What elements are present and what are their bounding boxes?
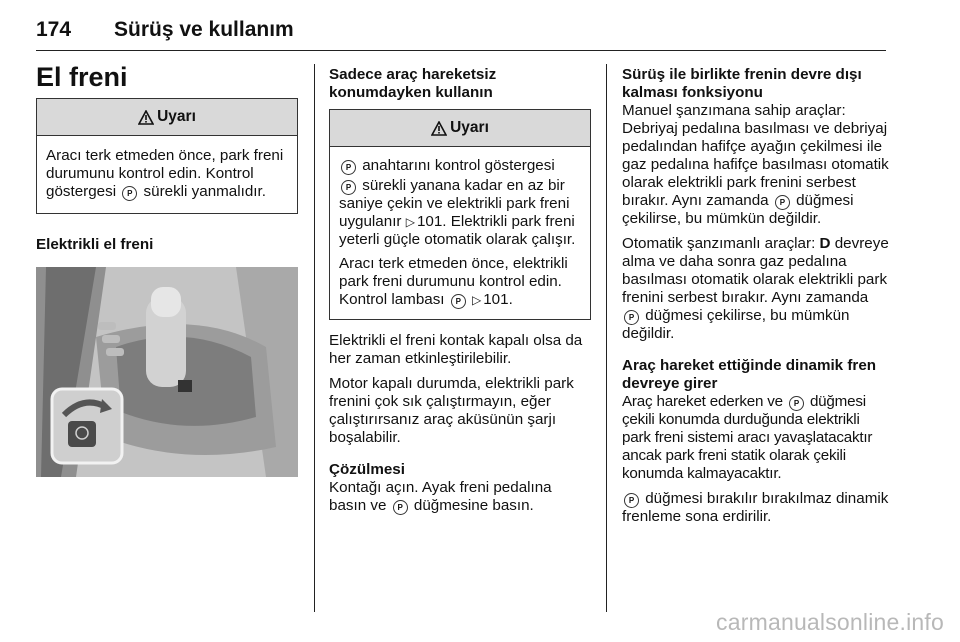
- paragraph-automatic-cont: düğmesi çekilirse, bu mümkün değildir.: [622, 307, 850, 342]
- heading-stationary-use: Sadece araç hareketsiz konumdayken kullanın: [329, 66, 497, 101]
- paragraph-automatic-mid: devreye alma ve daha sonra gaz pedalına basılması otomatik olarak elektrikli park frenini serbest bırakır. Aynı zamanda: [622, 235, 889, 306]
- subheading-electric-brake: Elektrikli el freni: [36, 236, 154, 253]
- parking-brake-icon: P: [393, 500, 408, 515]
- heading-drive-away: Sürüş ile birlikte frenin devre dışı kalması fonksiyonu: [622, 66, 862, 101]
- warning-triangle-icon: [138, 110, 154, 125]
- paragraph-manual: Manuel şanzımana sahip araçlar: Debriyaj pedalına basılması ve debriyaj pedalından hafifçe ayağın çekilmesi ile gaz pedalına hafifçe basılması otomatik olarak elektrikli park frenini serbest bırakır. Aynı zamanda: [622, 102, 889, 209]
- paragraph-release: Kontağı açın. Ayak freni pedalına basın ve: [329, 479, 552, 514]
- warning-triangle-icon: [431, 121, 447, 136]
- parking-brake-icon: P: [775, 195, 790, 210]
- column-2: [329, 66, 591, 522]
- parking-brake-icon: P: [341, 180, 356, 195]
- warning-p3: Aracı terk etmeden önce, elektrikli park freni durumunu kontrol edin. Kontrol lambası: [339, 255, 568, 308]
- paragraph-dynamic-cont: düğmesi çekili konumda durduğunda elektrikli park freni sistemi aracı yavaşlatacaktır ancak park freni statik olarak çekili konumda kalmayacaktır.: [622, 393, 873, 482]
- column-1: [36, 98, 298, 254]
- warning-text-cont: sürekli yanmalıdır.: [143, 183, 266, 200]
- parking-brake-icon: P: [341, 160, 356, 175]
- warning-header: [37, 99, 297, 136]
- column-divider-1: [314, 64, 315, 612]
- console-photo: [36, 267, 298, 477]
- parking-brake-icon: P: [624, 493, 639, 508]
- parking-brake-icon: P: [789, 396, 804, 411]
- warning-p3-ref: 101.: [483, 291, 513, 308]
- paragraph-ignition-off: Elektrikli el freni kontak kapalı olsa da her zaman etkinleştirilebilir.: [329, 332, 583, 367]
- paragraph-release-cont: düğmesine basın.: [413, 497, 534, 514]
- warning-p2: sürekli yanana kadar en az bir saniye çekin ve elektrikli park freni uygulanır: [339, 177, 570, 230]
- paragraph-release-dynamic: düğmesi bırakılır bırakılmaz dinamik frenleme sona erdirilir.: [622, 490, 889, 525]
- subheading-release: Çözülmesi: [329, 461, 405, 478]
- page-header: [36, 10, 886, 51]
- paragraph-automatic: Otomatik şanzımanlı araçlar:: [622, 235, 816, 252]
- running-title: Sürüş ve kullanım: [114, 18, 294, 41]
- page-ref-icon: ▷: [472, 293, 482, 307]
- paragraph-battery: Motor kapalı durumda, elektrikli park frenini çok sık çalıştırmayın, eğer çalıştırırsanız araç aküsünün şarjı boşalabilir.: [329, 375, 574, 446]
- page-number: 174: [36, 18, 72, 41]
- parking-brake-icon: P: [451, 294, 466, 309]
- paragraph-manual-cont: düğmesi çekilirse, bu mümkün değildir.: [622, 192, 854, 227]
- warning-p2-ref: 101. Elektrikli park freni yeterli güçle otomatik olarak çalışır.: [339, 213, 576, 248]
- watermark: carmanualsonline.info: [716, 609, 944, 635]
- warning-header-2: [330, 110, 590, 147]
- warning-box-1: [36, 98, 298, 214]
- column-3: [622, 66, 890, 533]
- parking-brake-icon: P: [122, 186, 137, 201]
- warning-text: Aracı terk etmeden önce, park freni durumunu kontrol edin. Kontrol göstergesi: [46, 147, 284, 200]
- heading-dynamic-brake: Araç hareket ettiğinde dinamik fren devreye girer: [622, 357, 877, 392]
- paragraph-dynamic: Araç hareket ederken ve: [622, 393, 783, 410]
- warning-p1: anahtarını kontrol göstergesi: [362, 157, 555, 174]
- warning-box-2: [329, 109, 591, 320]
- parking-brake-icon: P: [624, 310, 639, 325]
- page-ref-icon: ▷: [405, 215, 415, 229]
- section-title: El freni: [36, 62, 128, 92]
- gear-console-illustration: [36, 267, 298, 477]
- warning-label-2: Uyarı: [450, 119, 489, 136]
- gear-d-label: D: [819, 235, 831, 252]
- warning-label: Uyarı: [157, 108, 196, 125]
- column-divider-2: [606, 64, 607, 612]
